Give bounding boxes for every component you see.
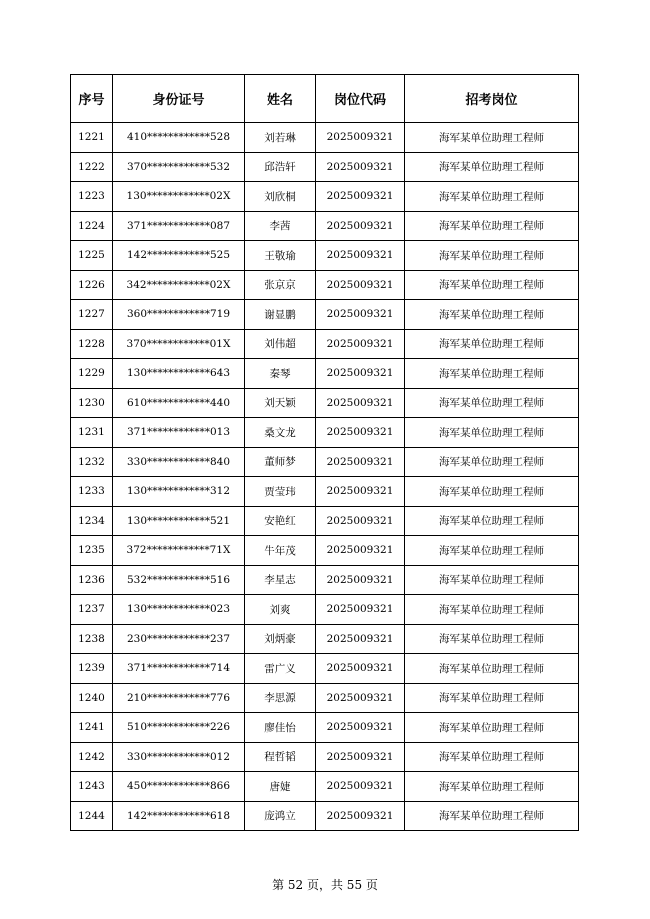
cell-post-code: 2025009321 [316,624,405,654]
cell-seq: 1223 [71,182,113,212]
cell-seq: 1224 [71,211,113,241]
cell-name: 刘伟超 [245,329,316,359]
cell-post-code: 2025009321 [316,713,405,743]
cell-seq: 1222 [71,152,113,182]
cell-post-code: 2025009321 [316,801,405,831]
cell-post-title: 海军某单位助理工程师 [405,182,579,212]
cell-post-title: 海军某单位助理工程师 [405,565,579,595]
cell-seq: 1226 [71,270,113,300]
cell-name: 刘爽 [245,595,316,625]
cell-post-code: 2025009321 [316,241,405,271]
table-row [71,418,579,448]
cell-id-number: 371************087 [113,211,245,241]
cell-post-code: 2025009321 [316,477,405,507]
cell-id-number: 370************01X [113,329,245,359]
cell-seq: 1239 [71,654,113,684]
cell-name: 廖佳怡 [245,713,316,743]
cell-seq: 1241 [71,713,113,743]
table-row [71,270,579,300]
table-row [71,388,579,418]
cell-post-title: 海军某单位助理工程师 [405,624,579,654]
cell-seq: 1227 [71,300,113,330]
cell-id-number: 330************840 [113,447,245,477]
cell-name: 贾莹玮 [245,477,316,507]
cell-id-number: 371************714 [113,654,245,684]
cell-name: 李茜 [245,211,316,241]
cell-post-code: 2025009321 [316,359,405,389]
cell-id-number: 130************02X [113,182,245,212]
cell-name: 安艳红 [245,506,316,536]
cell-seq: 1240 [71,683,113,713]
cell-name: 刘欣桐 [245,182,316,212]
cell-seq: 1238 [71,624,113,654]
cell-name: 秦琴 [245,359,316,389]
cell-id-number: 342************02X [113,270,245,300]
cell-post-code: 2025009321 [316,182,405,212]
cell-id-number: 372************71X [113,536,245,566]
table-body [71,123,579,831]
cell-post-code: 2025009321 [316,388,405,418]
cell-post-title: 海军某单位助理工程师 [405,654,579,684]
cell-name: 刘天颖 [245,388,316,418]
cell-post-code: 2025009321 [316,565,405,595]
cell-id-number: 360************719 [113,300,245,330]
cell-post-title: 海军某单位助理工程师 [405,742,579,772]
cell-id-number: 410************528 [113,123,245,153]
cell-id-number: 142************618 [113,801,245,831]
cell-post-code: 2025009321 [316,595,405,625]
table-row [71,742,579,772]
cell-post-code: 2025009321 [316,123,405,153]
header-seq: 序号 [71,75,113,123]
cell-id-number: 210************776 [113,683,245,713]
cell-post-code: 2025009321 [316,683,405,713]
cell-id-number: 370************532 [113,152,245,182]
cell-post-title: 海军某单位助理工程师 [405,359,579,389]
cell-id-number: 130************023 [113,595,245,625]
cell-post-title: 海军某单位助理工程师 [405,329,579,359]
cell-post-title: 海军某单位助理工程师 [405,536,579,566]
cell-id-number: 130************312 [113,477,245,507]
cell-post-title: 海军某单位助理工程师 [405,506,579,536]
cell-id-number: 371************013 [113,418,245,448]
cell-name: 桑文龙 [245,418,316,448]
table-row [71,359,579,389]
page-number-text: 第 52 页，共 55 页 [272,878,378,892]
cell-name: 牛年茂 [245,536,316,566]
table-row [71,211,579,241]
cell-name: 李思源 [245,683,316,713]
page-footer [0,876,650,893]
cell-post-code: 2025009321 [316,300,405,330]
cell-name: 刘炳豪 [245,624,316,654]
candidate-table [70,74,579,831]
cell-post-code: 2025009321 [316,447,405,477]
table-row [71,801,579,831]
header-id-number: 身份证号 [113,75,245,123]
cell-id-number: 330************012 [113,742,245,772]
cell-name: 王敬瑜 [245,241,316,271]
cell-post-title: 海军某单位助理工程师 [405,211,579,241]
cell-name: 李星志 [245,565,316,595]
table-row [71,536,579,566]
cell-seq: 1237 [71,595,113,625]
table-row [71,595,579,625]
table-row [71,241,579,271]
cell-seq: 1221 [71,123,113,153]
cell-post-code: 2025009321 [316,211,405,241]
cell-post-title: 海军某单位助理工程师 [405,801,579,831]
cell-seq: 1242 [71,742,113,772]
cell-seq: 1236 [71,565,113,595]
cell-seq: 1230 [71,388,113,418]
cell-seq: 1232 [71,447,113,477]
cell-name: 谢显鹏 [245,300,316,330]
cell-id-number: 610************440 [113,388,245,418]
cell-post-code: 2025009321 [316,152,405,182]
cell-post-title: 海军某单位助理工程师 [405,683,579,713]
table-row [71,565,579,595]
table-row [71,152,579,182]
cell-name: 董师梦 [245,447,316,477]
table-row [71,683,579,713]
cell-post-code: 2025009321 [316,654,405,684]
cell-name: 程哲韬 [245,742,316,772]
cell-post-title: 海军某单位助理工程师 [405,270,579,300]
table-row [71,300,579,330]
cell-id-number: 130************643 [113,359,245,389]
cell-post-code: 2025009321 [316,536,405,566]
table-row [71,477,579,507]
cell-seq: 1233 [71,477,113,507]
table-row [71,447,579,477]
cell-post-title: 海军某单位助理工程师 [405,123,579,153]
table-row [71,654,579,684]
cell-name: 雷广义 [245,654,316,684]
cell-name: 张京京 [245,270,316,300]
cell-post-title: 海军某单位助理工程师 [405,388,579,418]
cell-seq: 1231 [71,418,113,448]
cell-post-title: 海军某单位助理工程师 [405,595,579,625]
cell-seq: 1228 [71,329,113,359]
cell-post-code: 2025009321 [316,772,405,802]
header-post-code: 岗位代码 [316,75,405,123]
header-name: 姓名 [245,75,316,123]
table-row [71,624,579,654]
cell-id-number: 130************521 [113,506,245,536]
cell-id-number: 532************516 [113,565,245,595]
cell-id-number: 142************525 [113,241,245,271]
cell-seq: 1229 [71,359,113,389]
header-post-title: 招考岗位 [405,75,579,123]
cell-post-title: 海军某单位助理工程师 [405,447,579,477]
table-header-row [71,75,579,123]
cell-post-code: 2025009321 [316,506,405,536]
cell-id-number: 510************226 [113,713,245,743]
cell-seq: 1225 [71,241,113,271]
cell-post-code: 2025009321 [316,270,405,300]
cell-post-title: 海军某单位助理工程师 [405,418,579,448]
table-row [71,329,579,359]
cell-id-number: 450************866 [113,772,245,802]
cell-post-title: 海军某单位助理工程师 [405,772,579,802]
cell-post-title: 海军某单位助理工程师 [405,713,579,743]
cell-post-code: 2025009321 [316,742,405,772]
cell-name: 庞鸿立 [245,801,316,831]
cell-seq: 1234 [71,506,113,536]
cell-name: 邱浩轩 [245,152,316,182]
cell-id-number: 230************237 [113,624,245,654]
cell-name: 刘若琳 [245,123,316,153]
cell-post-title: 海军某单位助理工程师 [405,300,579,330]
table-row [71,123,579,153]
cell-post-title: 海军某单位助理工程师 [405,152,579,182]
cell-seq: 1244 [71,801,113,831]
table-row [71,182,579,212]
cell-seq: 1243 [71,772,113,802]
cell-post-title: 海军某单位助理工程师 [405,241,579,271]
cell-post-code: 2025009321 [316,418,405,448]
table-row [71,772,579,802]
table-row [71,506,579,536]
table-row [71,713,579,743]
cell-seq: 1235 [71,536,113,566]
cell-post-code: 2025009321 [316,329,405,359]
cell-name: 唐婕 [245,772,316,802]
cell-post-title: 海军某单位助理工程师 [405,477,579,507]
